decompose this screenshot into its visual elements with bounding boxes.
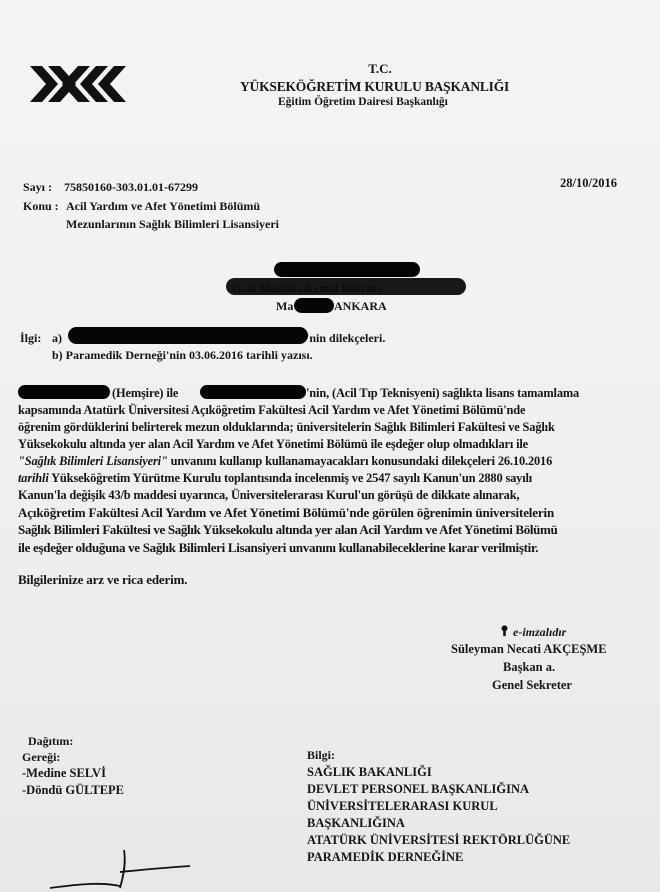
- konu-line-2: Mezunlarının Sağlık Bilimleri Lisansiyeri: [66, 217, 280, 231]
- body-line-6: [18, 471, 532, 486]
- document-date: 28/10/2016: [560, 176, 617, 190]
- signer-name: Süleyman Necati AKÇEŞME: [451, 642, 607, 656]
- body-line-7: Kanun'la değişik 43/b maddesi uyarınca, Üniversitelerarası Kurul'un görüşü de dikkate alınarak,: [18, 488, 520, 502]
- redaction-bar: [200, 385, 306, 399]
- body-line-2: kapsamında Atatürk Üniversitesi Açıköğretim Fakültesi Acil Yardım ve Afet Yönetimi Bölümü'nde: [18, 403, 526, 417]
- bilgi-label: Bilgi:: [307, 748, 336, 762]
- bilgi-item: ATATÜRK ÜNİVERSİTESİ REKTÖRLÜĞÜNE: [307, 833, 571, 847]
- address-line-3-prefix: Ma: [276, 299, 294, 313]
- header-tc: T.C.: [368, 61, 392, 76]
- bilgi-item: PARAMEDİK DERNEĞİNE: [307, 850, 464, 864]
- signer-title-2: Genel Sekreter: [492, 678, 572, 692]
- konu-label: Konu :: [23, 199, 59, 213]
- body-line-1a: (Hemşire) ile: [112, 386, 179, 400]
- signer-title-1: Başkan a.: [503, 660, 556, 674]
- body-line-10: ile eşdeğer olduğuna ve Sağlık Bilimleri Lisansiyeri unvanını kullanabileceklerine karar verilmiştir.: [18, 540, 539, 555]
- body-line-6-rest: Yükseköğretim Yürütme Kurulu toplantısında incelenmiş ve 2547 sayılı Kanun'un 2880 sayılı: [48, 471, 533, 485]
- redaction-bar: [68, 327, 308, 344]
- ilgi-a-suffix: 'nin dilekçeleri.: [306, 331, 386, 345]
- body-line-4: Yüksekokulu altında yer alan Acil Yardım ve Afet Yönetimi Bölümü ile eşdeğer olup olmadıkları ile: [18, 437, 529, 451]
- header-department: Eğitim Öğretim Dairesi Başkanlığı: [278, 96, 448, 108]
- distribution-label: Dağıtım:: [28, 734, 74, 748]
- redaction-bar: [226, 278, 466, 295]
- sayi-value: 75850160-303.01.01-67299: [64, 180, 198, 194]
- bilgi-item: ÜNİVERSİTELERARASI KURUL: [307, 799, 498, 813]
- redaction-bar: [294, 298, 334, 313]
- body-line-5-rest: unvanını kullanıp kullanamayacakları konusundaki dilekçeleri 26.10.2016: [167, 454, 553, 468]
- geregi-item: -Medine SELVİ: [22, 766, 106, 780]
- ilgi-label: İlgi:: [20, 331, 42, 345]
- ilgi-b: b) Paramedik Derneği'nin 03.06.2016 tarihli yazısı.: [52, 348, 313, 362]
- e-signature-icon: [500, 625, 509, 637]
- body-line-5: [18, 454, 552, 469]
- handwritten-signature-icon: [40, 842, 220, 892]
- redaction-bar: [274, 262, 420, 277]
- bilgi-item: DEVLET PERSONEL BAŞKANLIĞINA: [307, 782, 530, 796]
- yok-logo-icon: [28, 62, 132, 106]
- konu-line-1: Acil Yardım ve Afet Yönetimi Bölümü: [66, 199, 261, 213]
- bilgi-item: BAŞKANLIĞINA: [307, 816, 405, 830]
- geregi-item: -Döndü GÜLTEPE: [22, 783, 125, 797]
- body-line-8: Açıköğretim Fakültesi Acil Yardım ve Afet Yönetimi Bölümü'nde görülen öğrenimin üniversitelerin: [18, 505, 555, 520]
- geregi-label: Gereği:: [22, 750, 61, 764]
- body-line-9: Sağlık Bilimleri Fakültesi ve Sağlık Yüksekokulu altında yer alan Acil Yardım ve Afet Yönetimi Bölümü: [18, 522, 558, 537]
- body-line-1b: 'nin, (Acil Tıp Teknisyeni) sağlıkta lisans tamamlama: [306, 386, 580, 400]
- header-institution: YÜKSEKÖĞRETİM KURULU BAŞKANLIĞI: [240, 79, 510, 94]
- body-line-3: öğrenim gördüklerini belirterek mezun olduklarında; üniversitelerin Sağlık Bilimleri Fakültesi ve Sağlık: [18, 420, 555, 434]
- redaction-bar: [18, 385, 110, 399]
- sayi-label: Sayı :: [23, 180, 53, 194]
- body-line-5-italic: "Sağlık Bilimleri Lisansiyeri": [18, 454, 168, 468]
- closing-line: Bilgilerinize arz ve rica ederim.: [18, 572, 188, 587]
- bilgi-item: SAĞLIK BAKANLIĞI: [307, 765, 432, 779]
- e-imza-label: e-imzalıdır: [513, 625, 567, 639]
- address-line-3-city: ANKARA: [334, 299, 387, 313]
- body-line-6-italic: tarihli: [18, 471, 49, 485]
- ilgi-a-prefix: a): [52, 331, 62, 345]
